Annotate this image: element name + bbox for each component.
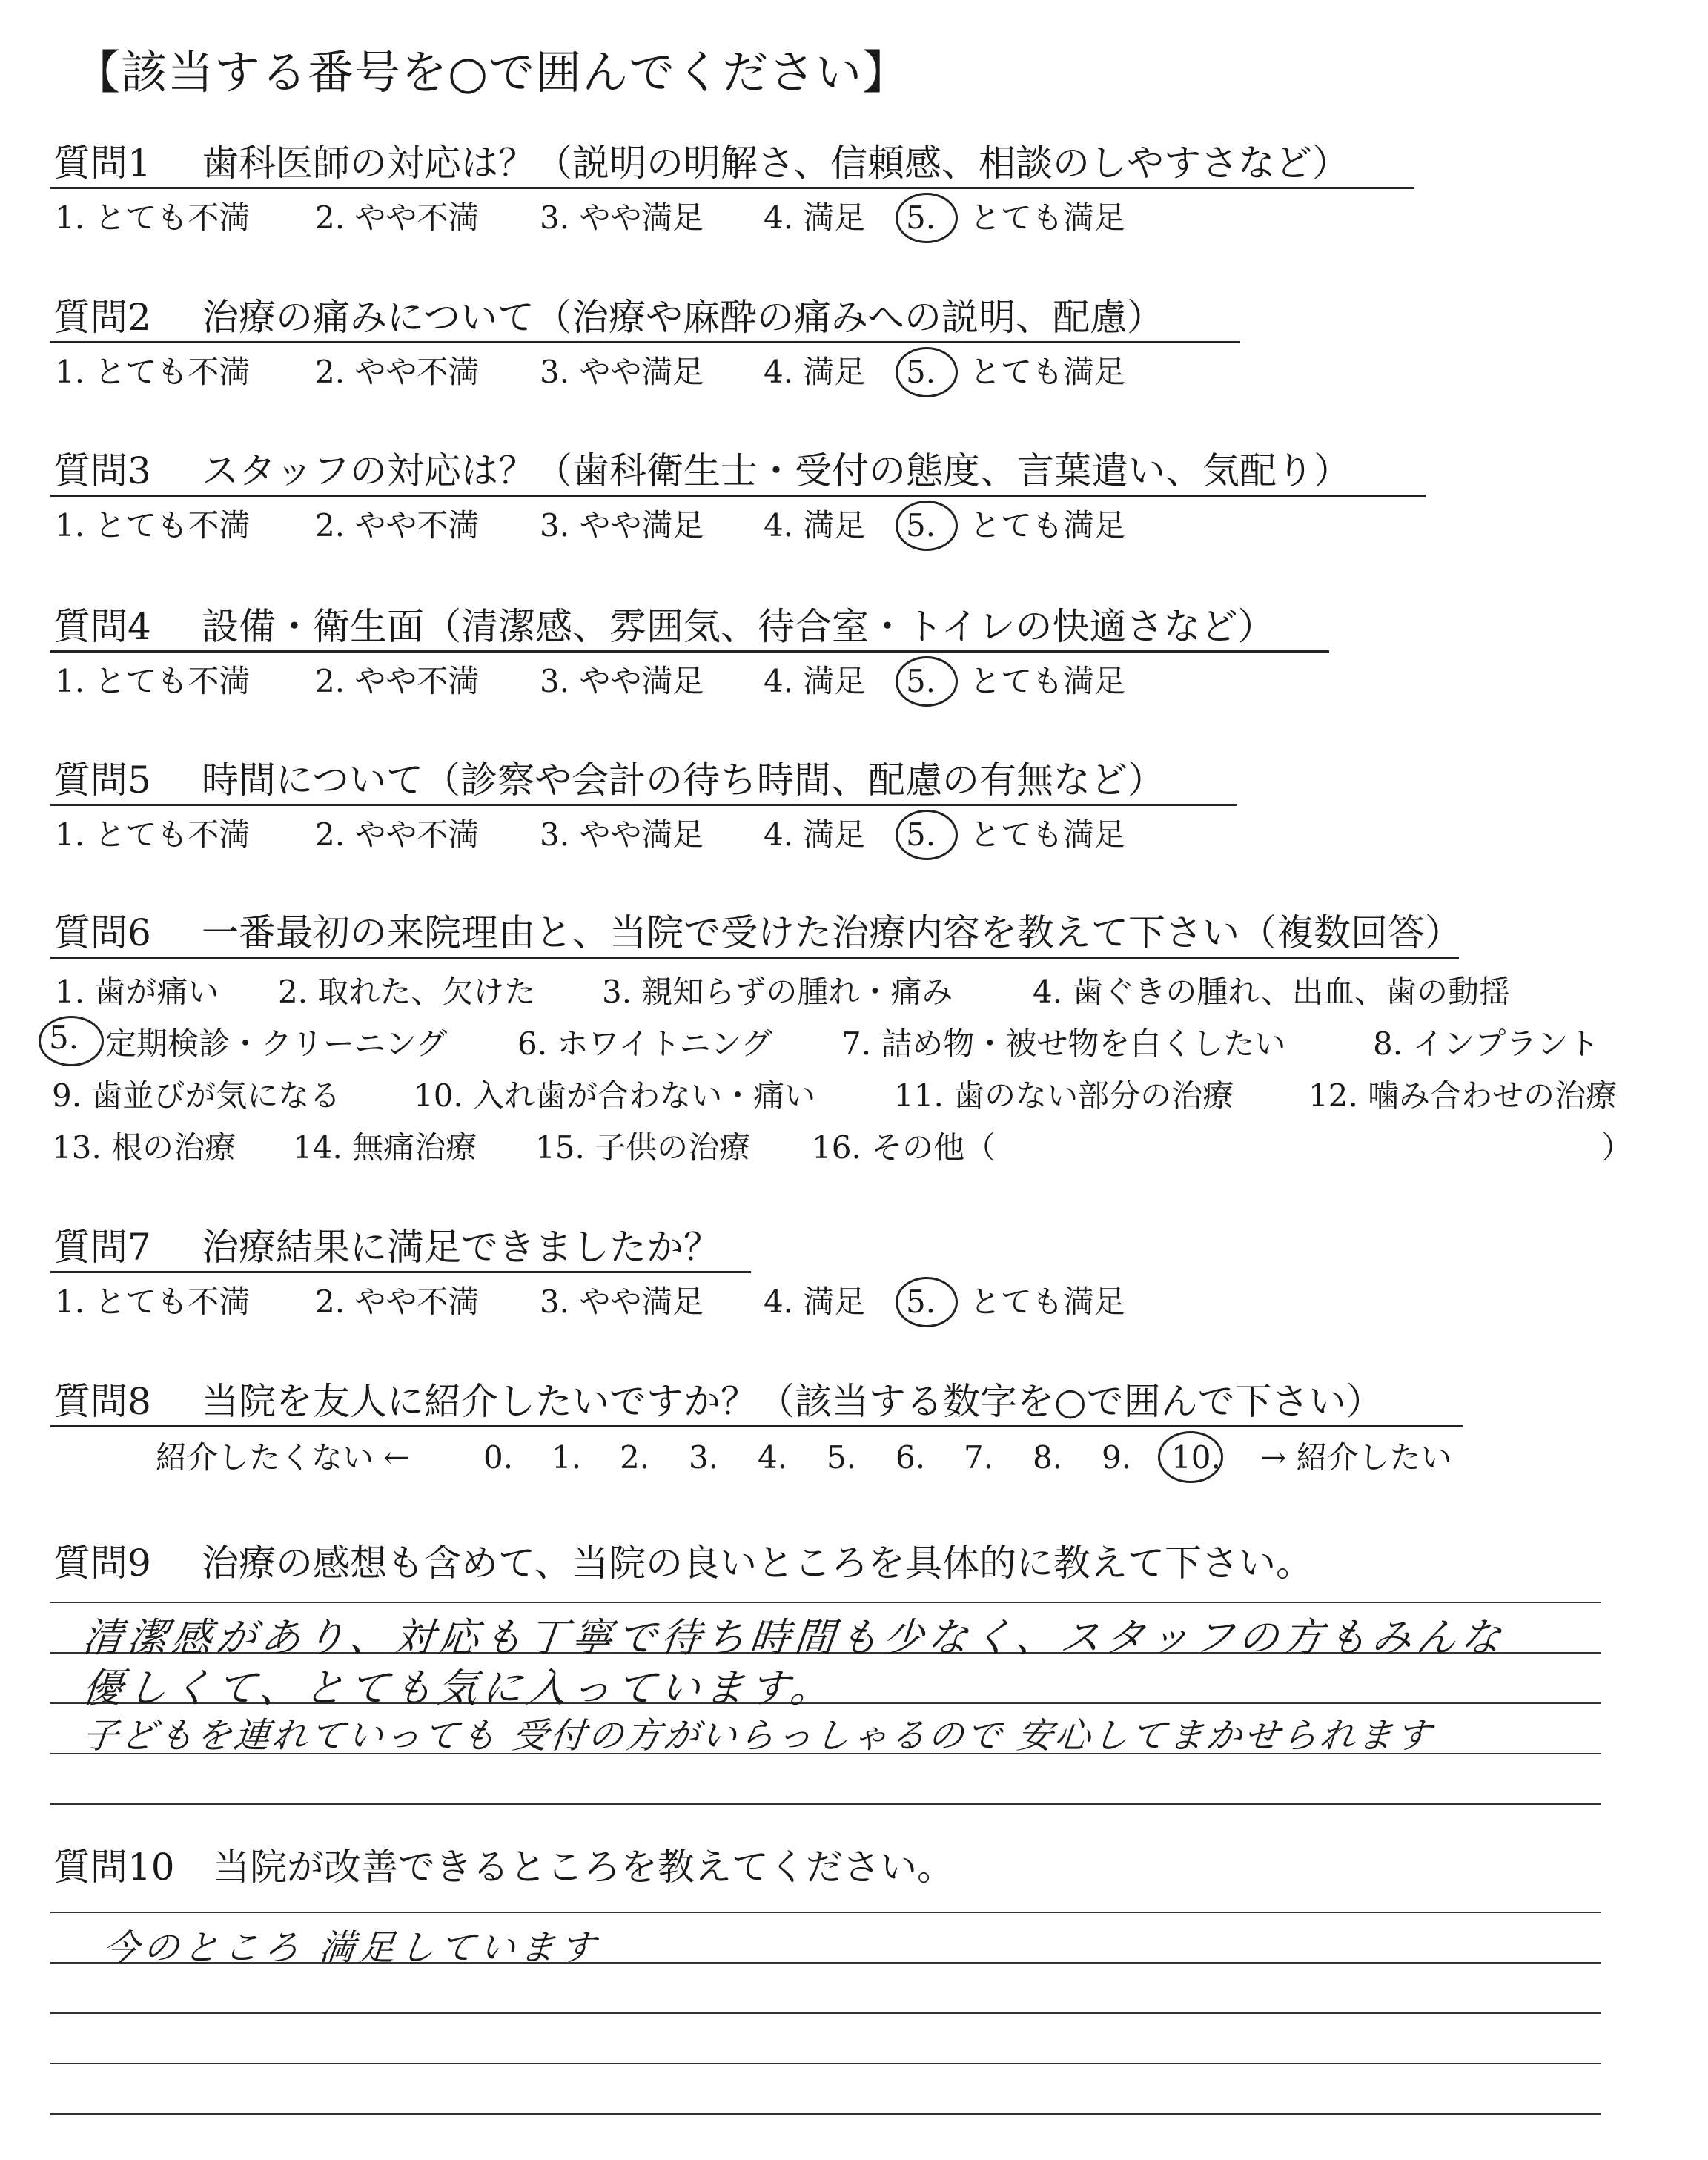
q1-option-5-number[interactable]: 5. — [906, 199, 936, 236]
q6-option-10[interactable]: 10. 入れ歯が合わない・痛い — [414, 1077, 816, 1114]
q4-option-5-label[interactable]: とても満足 — [970, 663, 1126, 699]
q10-rule-3 — [50, 2012, 1601, 2014]
q2-option-5-label[interactable]: とても満足 — [970, 354, 1126, 390]
q5-heading — [53, 758, 1165, 802]
q9-rule-5 — [50, 1803, 1601, 1805]
q1-text: 歯科医師の対応は？（説明の明解さ、信頼感、相談のしやすさなど） — [202, 142, 1349, 185]
q6-option-11[interactable]: 11. 歯のない部分の治療 — [894, 1077, 1234, 1114]
q8-number: 質問8 — [53, 1380, 151, 1423]
q4-selection-circle — [896, 656, 958, 707]
q7-underline — [50, 1271, 751, 1273]
q5-option-5-number[interactable]: 5. — [906, 816, 936, 853]
q1-option-4[interactable]: 4. 満足 — [764, 199, 866, 236]
q8-scale-1[interactable]: 1. — [552, 1439, 582, 1476]
q7-option-4[interactable]: 4. 満足 — [764, 1284, 866, 1320]
q6-option-5-label[interactable]: 定期検診・クリーニング — [105, 1025, 448, 1062]
q1-option-2[interactable]: 2. やや不満 — [315, 199, 480, 236]
q4-text: 設備・衛生面（清潔感、雰囲気、待合室・トイレの快適さなど） — [202, 605, 1275, 648]
q3-number: 質問3 — [53, 449, 151, 492]
q8-scale-10[interactable]: 10. — [1171, 1439, 1221, 1476]
q5-option-1[interactable]: 1. とても不満 — [55, 816, 251, 853]
q6-option-3[interactable]: 3. 親知らずの腫れ・痛み — [602, 974, 953, 1010]
q1-option-5-label[interactable]: とても満足 — [970, 199, 1126, 236]
q6-heading — [53, 911, 1462, 955]
q4-option-2[interactable]: 2. やや不満 — [315, 663, 480, 699]
q1-heading — [53, 141, 1349, 185]
q3-selection-circle — [896, 501, 958, 551]
q2-option-4[interactable]: 4. 満足 — [764, 354, 866, 390]
q5-option-3[interactable]: 3. やや満足 — [540, 816, 704, 853]
q6-option-14[interactable]: 14. 無痛治療 — [293, 1129, 477, 1166]
q8-scale-8[interactable]: 8. — [1033, 1439, 1063, 1476]
q6-option-8[interactable]: 8. インプラント — [1373, 1025, 1600, 1062]
q7-option-5-number[interactable]: 5. — [906, 1284, 936, 1320]
q8-scale-6[interactable]: 6. — [896, 1439, 926, 1476]
q7-option-3[interactable]: 3. やや満足 — [540, 1284, 704, 1320]
q8-scale-2[interactable]: 2. — [620, 1439, 650, 1476]
q2-option-1[interactable]: 1. とても不満 — [55, 354, 251, 390]
q5-options — [0, 816, 1708, 860]
q6-text: 一番最初の来院理由と、当院で受けた治療内容を教えて下さい（複数回答） — [202, 911, 1462, 954]
q5-selection-circle — [896, 810, 958, 860]
q4-option-4[interactable]: 4. 満足 — [764, 663, 866, 699]
q8-scale-4[interactable]: 4. — [758, 1439, 788, 1476]
q8-right-label: → 紹介したい — [1260, 1439, 1452, 1476]
q5-option-2[interactable]: 2. やや不満 — [315, 816, 480, 853]
q8-selection-circle — [1158, 1431, 1223, 1483]
q9-answer-line-3: 子どもを連れていっても 受付の方がいらっしゃるので 安心してまかせられます — [80, 1715, 1436, 1757]
q3-option-5-number[interactable]: 5. — [906, 507, 936, 544]
q4-options — [0, 662, 1708, 707]
q9-text: 治療の感想も含めて、当院の良いところを具体的に教えて下さい。 — [202, 1542, 1313, 1585]
q3-text: スタッフの対応は？（歯科衛生士・受付の態度、言葉遣い、気配り） — [202, 449, 1351, 492]
q5-text: 時間について（診察や会計の待ち時間、配慮の有無など） — [202, 759, 1165, 802]
q5-option-4[interactable]: 4. 満足 — [764, 816, 866, 853]
q2-number: 質問2 — [53, 296, 151, 339]
q6-number: 質問6 — [53, 911, 151, 954]
q1-option-1[interactable]: 1. とても不満 — [55, 199, 251, 236]
q1-number: 質問1 — [53, 142, 151, 185]
q2-option-5-number[interactable]: 5. — [906, 354, 936, 390]
q1-underline — [50, 187, 1414, 189]
q3-option-2[interactable]: 2. やや不満 — [315, 507, 480, 544]
q8-scale-0[interactable]: 0. — [483, 1439, 514, 1476]
q10-rule-1 — [50, 1912, 1601, 1913]
q3-heading — [53, 449, 1351, 493]
q8-left-label: 紹介したくない ← — [156, 1439, 410, 1476]
q6-option-1[interactable]: 1. 歯が痛い — [55, 974, 219, 1010]
q10-heading — [53, 1845, 954, 1889]
q4-option-5-number[interactable]: 5. — [906, 663, 936, 699]
q6-option-5-number[interactable]: 5. — [49, 1020, 79, 1056]
q4-option-3[interactable]: 3. やや満足 — [540, 663, 704, 699]
q8-text: 当院を友人に紹介したいですか？（該当する数字を○で囲んで下さい） — [202, 1380, 1383, 1423]
q10-number: 質問10 — [53, 1846, 175, 1889]
q7-heading — [53, 1225, 721, 1269]
q10-rule-5 — [50, 2113, 1601, 2115]
q5-number: 質問5 — [53, 759, 151, 802]
q10-rule-4 — [50, 2063, 1601, 2064]
q7-selection-circle — [896, 1277, 958, 1327]
q2-underline — [50, 341, 1240, 343]
q6-option-2[interactable]: 2. 取れた、欠けた — [278, 974, 536, 1010]
q3-options — [0, 506, 1708, 551]
q6-option-16[interactable]: 16. その他（ — [812, 1129, 996, 1166]
q8-underline — [50, 1425, 1463, 1427]
q4-option-1[interactable]: 1. とても不満 — [55, 663, 251, 699]
page-title: 【該当する番号を○で囲んでください】 — [74, 45, 910, 99]
q10-answer-line-1: 今のところ 満足しています — [101, 1927, 602, 1969]
q1-option-3[interactable]: 3. やや満足 — [540, 199, 704, 236]
q1-selection-circle — [896, 193, 958, 243]
q2-selection-circle — [896, 347, 958, 397]
q9-answer-line-1: 清潔感があり、対応も丁寧で待ち時間も少なく、スタッフの方もみんな — [80, 1614, 1508, 1661]
q6-option-12[interactable]: 12. 噛み合わせの治療 — [1308, 1077, 1618, 1114]
q7-option-1[interactable]: 1. とても不満 — [55, 1284, 251, 1320]
q1-options — [0, 199, 1708, 243]
q3-option-1[interactable]: 1. とても不満 — [55, 507, 251, 544]
q2-option-3[interactable]: 3. やや満足 — [540, 354, 704, 390]
q4-heading — [53, 604, 1275, 649]
q9-rule-1 — [50, 1602, 1601, 1603]
q2-option-2[interactable]: 2. やや不満 — [315, 354, 480, 390]
q5-option-5-label[interactable]: とても満足 — [970, 816, 1126, 853]
q8-scale — [0, 1439, 1708, 1483]
q6-option-13[interactable]: 13. 根の治療 — [52, 1129, 236, 1166]
q10-text: 当院が改善できるところを教えてください。 — [213, 1846, 954, 1889]
q9-answer-line-2: 優しくて、とても気に入っています。 — [80, 1665, 838, 1711]
q6-option-16-close: ） — [1601, 1129, 1633, 1166]
q8-scale-3[interactable]: 3. — [689, 1439, 719, 1476]
q4-number: 質問4 — [53, 605, 151, 648]
q3-underline — [50, 495, 1426, 497]
q2-options — [0, 353, 1708, 397]
q2-text: 治療の痛みについて（治療や麻酔の痛みへの説明、配慮） — [202, 296, 1164, 339]
q8-scale-9[interactable]: 9. — [1102, 1439, 1132, 1476]
q5-underline — [50, 804, 1237, 806]
q6-option-7[interactable]: 7. 詰め物・被せ物を白くしたい — [841, 1025, 1286, 1062]
q9-heading — [53, 1541, 1313, 1585]
q6-option-15[interactable]: 15. 子供の治療 — [535, 1129, 751, 1166]
q8-scale-5[interactable]: 5. — [827, 1439, 857, 1476]
q8-scale-7[interactable]: 7. — [964, 1439, 994, 1476]
q2-heading — [53, 295, 1164, 340]
q3-option-3[interactable]: 3. やや満足 — [540, 507, 704, 544]
q3-option-5-label[interactable]: とても満足 — [970, 507, 1126, 544]
q4-underline — [50, 650, 1329, 653]
q6-option-4[interactable]: 4. 歯ぐきの腫れ、出血、歯の動揺 — [1033, 974, 1510, 1010]
q9-number: 質問9 — [53, 1542, 151, 1585]
q6-option-6[interactable]: 6. ホワイトニング — [517, 1025, 772, 1062]
q8-heading — [53, 1379, 1383, 1424]
q7-number: 質問7 — [53, 1226, 151, 1269]
q3-option-4[interactable]: 4. 満足 — [764, 507, 866, 544]
q7-option-2[interactable]: 2. やや不満 — [315, 1284, 480, 1320]
q7-option-5-label[interactable]: とても満足 — [970, 1284, 1126, 1320]
q6-underline — [50, 957, 1459, 959]
q7-text: 治療結果に満足できましたか？ — [202, 1226, 721, 1269]
q6-option-9[interactable]: 9. 歯並びが気になる — [52, 1077, 341, 1114]
q7-options — [0, 1283, 1708, 1327]
